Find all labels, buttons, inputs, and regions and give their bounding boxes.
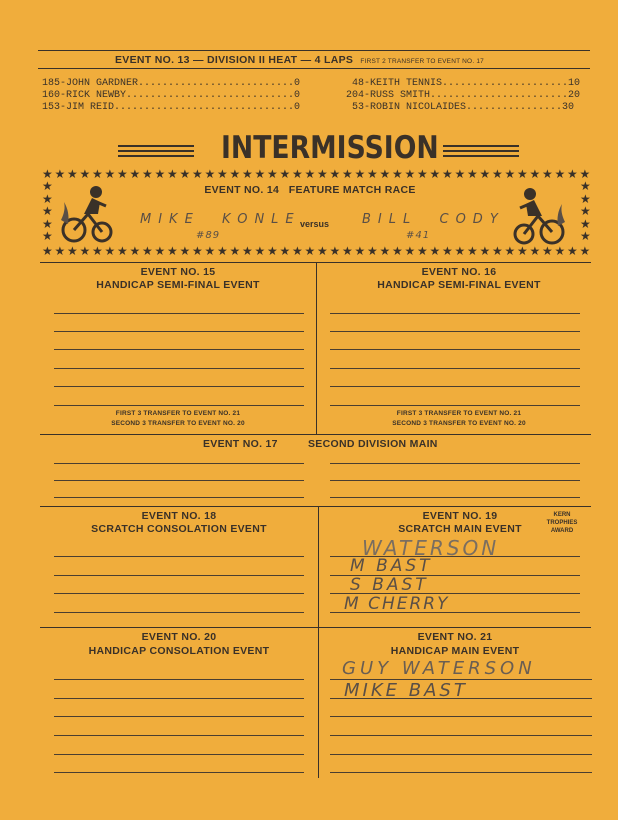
- handwritten-entry: M BAST: [350, 556, 433, 576]
- write-line[interactable]: [54, 331, 304, 332]
- grid-rule: [40, 434, 591, 435]
- event14-title: EVENT NO. 14 FEATURE MATCH RACE: [204, 184, 416, 196]
- handwritten-entry: GUY WATERSON: [342, 658, 536, 679]
- star-icon: ★: [492, 244, 503, 258]
- star-icon: ★: [154, 244, 166, 258]
- entry-row: 204-RUSS SMITH.......................20: [346, 90, 581, 101]
- star-icon: ★: [129, 167, 141, 181]
- rider2-name: BILL CODY: [362, 212, 505, 227]
- star-icon: ★: [279, 244, 291, 258]
- event13-title: EVENT NO. 13 — DIVISION II HEAT — 4 LAPS FIRST 2 TRANSFER TO EVENT NO. 17: [115, 54, 484, 66]
- star-icon: ★: [442, 244, 453, 258]
- write-line[interactable]: [54, 405, 304, 406]
- star-icon: ★: [517, 167, 528, 181]
- write-line[interactable]: [330, 735, 592, 736]
- star-icon: ★: [404, 244, 416, 258]
- write-line[interactable]: [54, 497, 304, 498]
- star-icon: ★: [429, 167, 441, 181]
- event21-subtitle: HANDICAP MAIN EVENT: [390, 645, 520, 657]
- rider-left-icon: [58, 180, 114, 249]
- star-icon: ★: [329, 244, 341, 258]
- event18-subtitle: SCRATCH CONSOLATION EVENT: [91, 523, 267, 535]
- write-line[interactable]: [54, 386, 304, 387]
- rider-right-icon: [512, 182, 568, 251]
- star-icon: ★: [529, 167, 541, 181]
- write-line[interactable]: [54, 368, 304, 369]
- star-icon: ★: [92, 167, 103, 181]
- star-icon: ★: [379, 167, 391, 181]
- star-icon: ★: [367, 167, 378, 181]
- star-icon: ★: [342, 167, 353, 181]
- star-icon: ★: [542, 244, 553, 258]
- write-line[interactable]: [54, 575, 304, 576]
- star-icon: ★: [367, 244, 378, 258]
- star-icon: ★: [542, 167, 553, 181]
- star-icon: ★: [580, 179, 591, 193]
- star-icon: ★: [354, 167, 366, 181]
- write-line[interactable]: [330, 772, 592, 773]
- star-icon: ★: [179, 167, 191, 181]
- star-icon: ★: [354, 244, 366, 258]
- star-icon: ★: [342, 244, 353, 258]
- write-line[interactable]: [330, 331, 580, 332]
- write-line[interactable]: [54, 593, 304, 594]
- event15-title: EVENT NO. 15: [140, 266, 216, 278]
- event15-note: FIRST 3 TRANSFER TO EVENT NO. 21: [115, 410, 241, 417]
- star-icon: ★: [217, 244, 228, 258]
- star-icon: ★: [79, 244, 91, 258]
- event21-title: EVENT NO. 21: [417, 631, 493, 643]
- star-icon: ★: [529, 244, 541, 258]
- write-line[interactable]: [54, 772, 304, 773]
- star-icon: ★: [67, 167, 78, 181]
- handwritten-entry: WATERSON: [362, 536, 500, 560]
- star-icon: ★: [92, 244, 103, 258]
- event16-title: EVENT NO. 16: [421, 266, 497, 278]
- star-icon: ★: [229, 244, 241, 258]
- event17-subtitle: SECOND DIVISION MAIN: [308, 438, 438, 450]
- write-line[interactable]: [330, 349, 580, 350]
- write-line[interactable]: [330, 754, 592, 755]
- rider1-number: #89: [196, 230, 221, 241]
- star-icon: ★: [492, 167, 503, 181]
- star-icon: ★: [254, 167, 266, 181]
- write-line[interactable]: [330, 313, 580, 314]
- write-line[interactable]: [330, 716, 592, 717]
- entry-row: 53-ROBIN NICOLAIDES................30: [352, 102, 575, 113]
- star-icon: ★: [192, 244, 203, 258]
- star-icon: ★: [392, 167, 403, 181]
- entry-row: 185-JOHN GARDNER..........................0: [42, 78, 301, 89]
- star-icon: ★: [479, 167, 491, 181]
- event15-note: SECOND 3 TRANSFER TO EVENT NO. 20: [111, 420, 245, 427]
- rider1-name: MIKE KONLE: [140, 212, 301, 227]
- star-icon: ★: [292, 244, 303, 258]
- star-icon: ★: [392, 244, 403, 258]
- entry-row: 160-RICK NEWBY............................0: [42, 90, 301, 101]
- handwritten-entry: M CHERRY: [344, 594, 450, 614]
- star-icon: ★: [179, 244, 191, 258]
- write-line[interactable]: [330, 386, 580, 387]
- star-icon: ★: [229, 167, 241, 181]
- write-line[interactable]: [54, 463, 304, 464]
- write-line[interactable]: [330, 480, 580, 481]
- star-icon: ★: [42, 244, 53, 258]
- star-icon: ★: [429, 244, 441, 258]
- star-icon: ★: [579, 244, 591, 258]
- event15-subtitle: HANDICAP SEMI-FINAL EVENT: [96, 279, 260, 291]
- star-icon: ★: [42, 191, 53, 206]
- star-icon: ★: [129, 244, 141, 258]
- write-line[interactable]: [330, 497, 580, 498]
- star-icon: ★: [117, 244, 128, 258]
- star-icon: ★: [454, 167, 466, 181]
- star-icon: ★: [142, 167, 153, 181]
- star-icon: ★: [567, 244, 578, 258]
- write-line[interactable]: [330, 368, 580, 369]
- write-line[interactable]: [54, 313, 304, 314]
- star-icon: ★: [580, 229, 591, 243]
- star-icon: ★: [279, 167, 291, 181]
- star-icon: ★: [104, 167, 116, 181]
- star-icon: ★: [54, 244, 66, 258]
- star-icon: ★: [242, 244, 253, 258]
- event19-subtitle: SCRATCH MAIN EVENT: [398, 523, 522, 535]
- star-icon: ★: [204, 244, 216, 258]
- handwritten-entry: S BAST: [350, 575, 429, 595]
- star-icon: ★: [267, 167, 278, 181]
- entry-row: 48-KEITH TENNIS.....................10: [352, 78, 581, 89]
- star-icon: ★: [329, 167, 341, 181]
- handwritten-entry: MIKE BAST: [344, 680, 468, 701]
- star-icon: ★: [79, 167, 91, 181]
- event20-title: EVENT NO. 20: [141, 631, 217, 643]
- grid-rule: [40, 506, 591, 507]
- star-icon: ★: [142, 244, 153, 258]
- star-icon: ★: [217, 167, 228, 181]
- star-icon: ★: [517, 244, 528, 258]
- write-line[interactable]: [54, 716, 304, 717]
- star-icon: ★: [580, 204, 591, 218]
- grid-divider: [316, 262, 317, 434]
- star-icon: ★: [104, 244, 116, 258]
- star-icon: ★: [42, 167, 53, 181]
- grid-divider: [318, 506, 319, 778]
- write-line[interactable]: [54, 679, 304, 680]
- write-line[interactable]: [54, 556, 304, 557]
- event16-note: FIRST 3 TRANSFER TO EVENT NO. 21: [396, 410, 522, 417]
- star-icon: ★: [54, 167, 66, 181]
- star-icon: ★: [579, 167, 591, 181]
- write-line[interactable]: [330, 463, 580, 464]
- star-icon: ★: [317, 244, 328, 258]
- star-icon: ★: [554, 167, 566, 181]
- event13-rule: [38, 68, 590, 69]
- write-line[interactable]: [330, 405, 580, 406]
- write-line[interactable]: [54, 349, 304, 350]
- write-line[interactable]: [54, 735, 304, 736]
- event20-subtitle: HANDICAP CONSOLATION EVENT: [88, 645, 270, 657]
- star-icon: ★: [167, 244, 178, 258]
- star-icon: ★: [580, 216, 591, 231]
- star-icon: ★: [479, 244, 491, 258]
- star-icon: ★: [42, 216, 53, 231]
- star-icon: ★: [379, 244, 391, 258]
- star-icon: ★: [467, 244, 478, 258]
- star-icon: ★: [504, 244, 516, 258]
- star-icon: ★: [442, 167, 453, 181]
- star-icon: ★: [117, 167, 128, 181]
- star-icon: ★: [317, 167, 328, 181]
- star-icon: ★: [292, 167, 303, 181]
- star-icon: ★: [554, 244, 566, 258]
- event19-title: EVENT NO. 19: [422, 510, 498, 522]
- star-icon: ★: [154, 167, 166, 181]
- star-icon: ★: [467, 167, 478, 181]
- grid-rule: [40, 627, 591, 628]
- star-icon: ★: [254, 244, 266, 258]
- star-icon: ★: [42, 229, 53, 243]
- star-icon: ★: [454, 244, 466, 258]
- star-icon: ★: [417, 244, 428, 258]
- star-icon: ★: [267, 244, 278, 258]
- star-icon: ★: [304, 244, 316, 258]
- write-line[interactable]: [54, 480, 304, 481]
- entry-row: 153-JIM REID..............................0: [42, 102, 301, 113]
- write-line[interactable]: [54, 612, 304, 613]
- star-icon: ★: [204, 167, 216, 181]
- sponsor-label: KERN TROPHIES AWARD: [546, 512, 578, 534]
- rider2-number: #41: [406, 230, 431, 241]
- star-icon: ★: [504, 167, 516, 181]
- event18-title: EVENT NO. 18: [141, 510, 217, 522]
- star-icon: ★: [42, 204, 53, 218]
- star-icon: ★: [42, 179, 53, 193]
- top-rule: [38, 50, 590, 51]
- event17-title: EVENT NO. 17: [203, 438, 278, 450]
- star-icon: ★: [192, 167, 203, 181]
- versus-label: versus: [300, 219, 330, 229]
- event16-subtitle: HANDICAP SEMI-FINAL EVENT: [377, 279, 541, 291]
- event13-note: FIRST 2 TRANSFER TO EVENT NO. 17: [360, 58, 484, 65]
- star-icon: ★: [580, 191, 591, 206]
- write-line[interactable]: [54, 754, 304, 755]
- star-icon: ★: [167, 167, 178, 181]
- intermission-heading: INTERMISSION: [220, 130, 439, 166]
- star-icon: ★: [417, 167, 428, 181]
- event16-note: SECOND 3 TRANSFER TO EVENT NO. 20: [392, 420, 526, 427]
- write-line[interactable]: [54, 698, 304, 699]
- star-icon: ★: [67, 244, 78, 258]
- star-icon: ★: [242, 167, 253, 181]
- star-icon: ★: [304, 167, 316, 181]
- star-icon: ★: [567, 167, 578, 181]
- star-icon: ★: [404, 167, 416, 181]
